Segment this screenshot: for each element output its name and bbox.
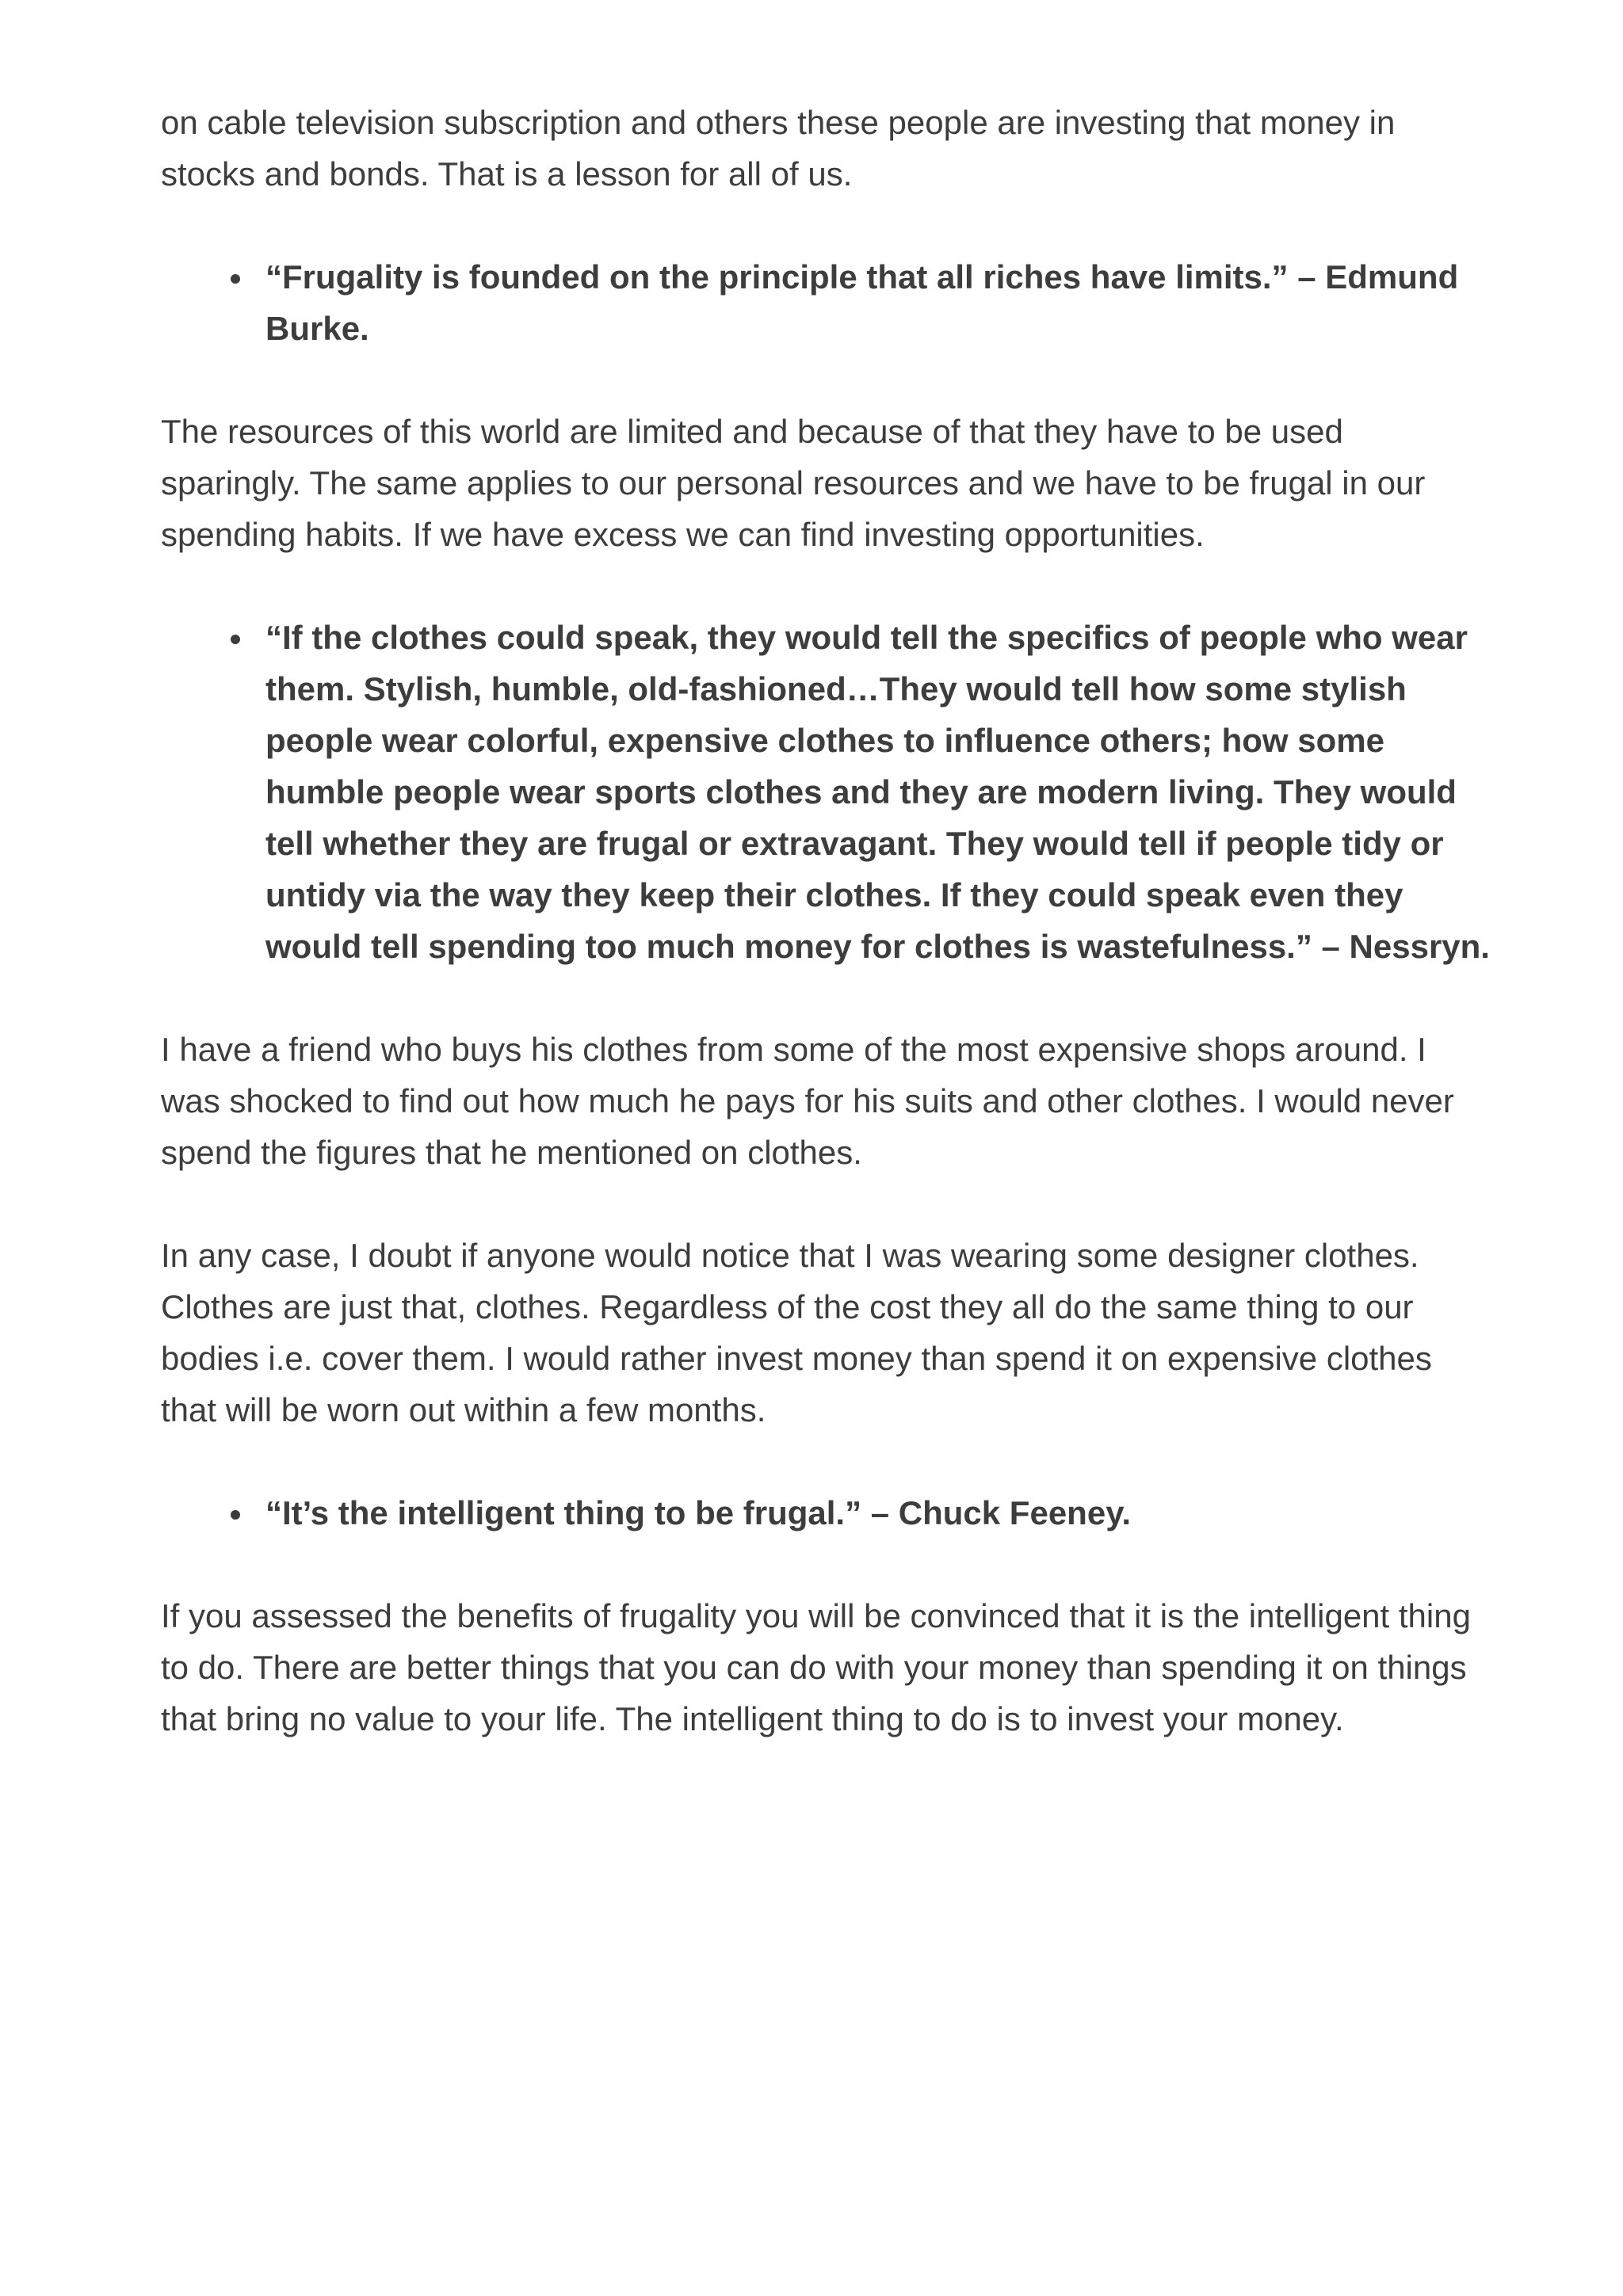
quote-text: “Frugality is founded on the principle that all riches have limits.” – Edmund Burke. <box>265 258 1459 347</box>
document-page <box>161 97 1492 1796</box>
bullet-icon <box>231 1510 240 1520</box>
quote-item <box>161 251 1492 354</box>
quote-text: “If the clothes could speak, they would tell the specifics of people who wear them. Stylish, humble, old-fashioned…They would tell how some stylish people wear colorful, expensive clothes to influence others; how some humble people wear sports clothes and they are modern living. They would tell whether they are frugal or extravagant. They would tell if people tidy or untidy via the way they keep their clothes. If they could speak even they would tell spending too much money for clothes is wastefulness.” – Nessryn. <box>265 619 1490 965</box>
quote-item <box>161 1487 1492 1539</box>
bullet-icon <box>231 274 240 284</box>
quote-list <box>161 612 1492 972</box>
paragraph: The resources of this world are limited and because of that they have to be used sparingly. The same applies to our personal resources and we have to be frugal in our spending habits. If we have excess we can find investing opportunities. <box>161 413 1426 553</box>
paragraph: I have a friend who buys his clothes from some of the most expensive shops around. I was shocked to find out how much he pays for his suits and other clothes. I would never spend the figures that he mentioned on clothes. <box>161 1031 1454 1171</box>
bullet-icon <box>231 635 240 644</box>
quote-item <box>161 612 1492 972</box>
quote-list <box>161 251 1492 354</box>
paragraph: on cable television subscription and others these people are investing that money in stocks and bonds. That is a lesson for all of us. <box>161 104 1396 193</box>
quote-text: “It’s the intelligent thing to be frugal.” – Chuck Feeney. <box>265 1494 1132 1531</box>
quote-list <box>161 1487 1492 1539</box>
paragraph: In any case, I doubt if anyone would notice that I was wearing some designer clothes. Clothes are just that, clothes. Regardless of the cost they all do the same thing to our bodies i.e. cover them. I would rather invest money than spend it on expensive clothes that will be worn out within a few months. <box>161 1237 1432 1428</box>
paragraph: If you assessed the benefits of frugality you will be convinced that it is the intelligent thing to do. There are better things that you can do with your money than spending it on things that bring no value to your life. The intelligent thing to do is to invest your money. <box>161 1597 1471 1737</box>
